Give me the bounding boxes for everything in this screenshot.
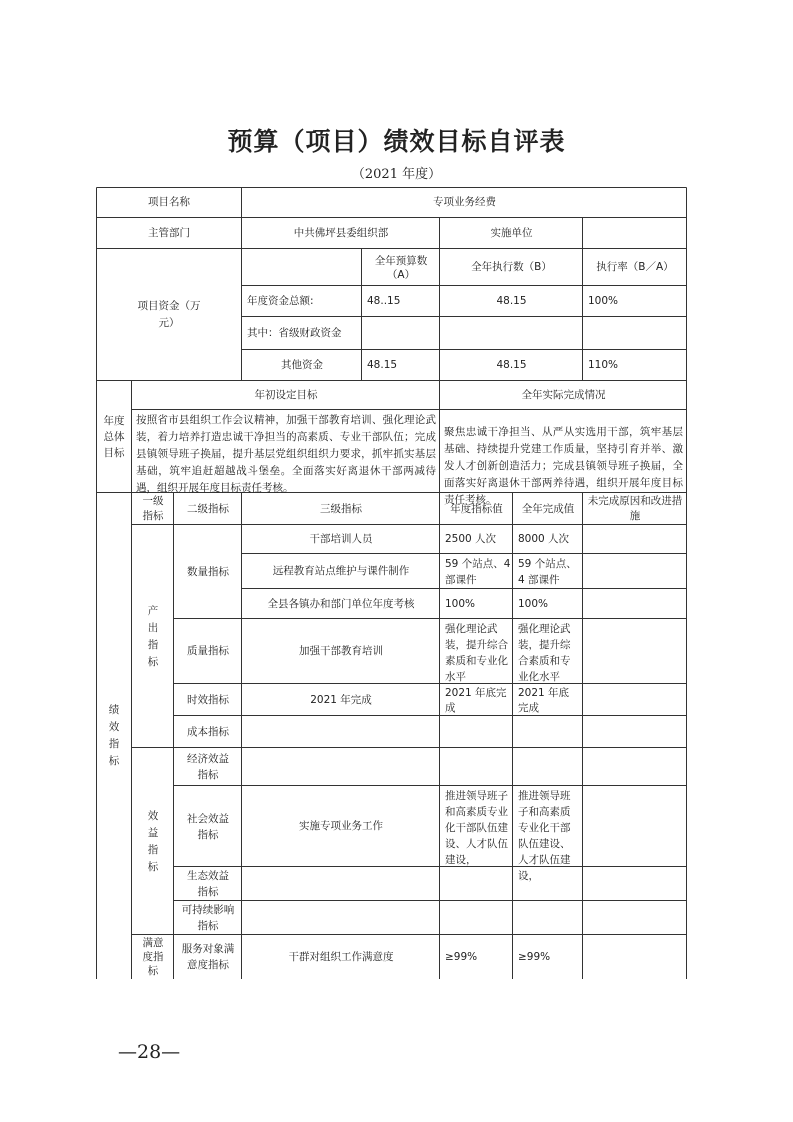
indicator-name: 全县各镇办和部门单位年度考核 <box>267 597 415 610</box>
social-indicators-label: 社会效益指标 <box>187 812 229 841</box>
level1-header: 一级指标 <box>142 495 164 522</box>
col-exec-header: 全年执行数（B） <box>471 261 552 273</box>
sustain-indicators-label: 可持续影响指标 <box>181 904 235 932</box>
quality-indicators-label: 质量指标 <box>187 645 229 657</box>
indicator-name: 加强干部教育培训 <box>299 645 383 657</box>
indicator-actual: 100% <box>518 597 549 610</box>
indicator-actual: 强化理论武装，提升综合素质和专业化水平 <box>518 623 571 683</box>
indicator-actual: 59 个站点、4 部课件 <box>518 557 577 586</box>
time-indicators-label: 时效指标 <box>187 693 229 706</box>
col-target-header: 年初设定目标 <box>254 389 318 401</box>
col-rate-header: 执行率（B／A） <box>596 261 674 273</box>
page-title: 预算（项目）绩效目标自评表 <box>227 127 566 156</box>
target-value-header: 年度指标值 <box>450 502 503 515</box>
cost-indicators-label: 成本指标 <box>187 725 229 738</box>
col-actual-header: 全年实际完成情况 <box>521 389 606 401</box>
indicator-actual: ≥99% <box>518 950 551 963</box>
perf-indicators-label: 绩效指标 <box>108 704 120 767</box>
funds-row-budget: 48..15 <box>367 295 401 307</box>
funds-row-exec <box>440 317 583 350</box>
funds-row-label: 其中：省级财政资金 <box>247 327 342 339</box>
indicator-actual: 2021 年底完成 <box>518 687 570 714</box>
indicator-name: 干部培训人员 <box>309 533 373 545</box>
indicator-name: 实施专项业务工作 <box>299 820 383 832</box>
indicator-name: 2021 年完成 <box>310 693 372 706</box>
funds-row-exec: 48.15 <box>496 358 527 371</box>
funds-row-budget <box>362 317 440 350</box>
col-budget-header: 全年预算数（A） <box>374 254 428 281</box>
reason-header: 未完成原因和改进措施 <box>587 495 683 522</box>
effect-indicators-label: 效益指标 <box>147 809 159 873</box>
unit-label: 实施单位 <box>490 227 533 239</box>
project-name-label: 项目名称 <box>148 196 190 208</box>
funds-row-rate: 100% <box>588 295 619 307</box>
funds-row-budget: 48.15 <box>367 358 398 371</box>
funds-row-exec: 48.15 <box>496 295 527 307</box>
indicator-target: 2021 年底完成 <box>445 687 507 714</box>
level3-header: 三级指标 <box>320 502 362 515</box>
indicator-actual: 推进领导班子和高素质专业化干部队伍建设、人才队伍建设， <box>518 790 571 882</box>
annual-actual-text: 聚焦忠诚干净担当、从严从实选用干部，筑牢基层基础、持续提升党建工作质量，坚持引育并举、激发人才创新创造活力；完成县镇领导班子换届，全面落实好离退休干部两养待遇，组织开展年度目标责任考核。 <box>444 426 683 506</box>
funds-row-rate: 110% <box>588 358 619 371</box>
funds-row-label: 其他资金 <box>281 358 323 371</box>
actual-value-header: 全年完成值 <box>521 502 575 515</box>
page-number: —28— <box>118 1041 181 1063</box>
economic-indicators-label: 经济效益指标 <box>187 753 229 781</box>
indicator-target: 2500 人次 <box>445 533 497 545</box>
page-subtitle: （2021 年度） <box>351 167 442 182</box>
indicator-target: 强化理论武装，提升综合素质和专业化水平 <box>445 623 508 683</box>
annual-target-text: 按照省市县组织工作会议精神，加强干部教育培训、强化理论武装，着力培养打造忠诚干净担当的高素质、专业干部队伍；完成县镇领导班子换届，提升基层党组织组织力要求，抓牢抓实基层基础，筑牢追赶超越战斗堡垒。全面落实好离退休干部两减待遇，组织开展年度目标责任考核。 <box>136 414 436 494</box>
annual-target-label: 年度总体目标 <box>103 415 125 459</box>
dept-value: 中共佛坪县委组织部 <box>293 227 389 239</box>
indicator-target: ≥99% <box>445 950 478 963</box>
project-name-value: 专项业务经费 <box>433 196 496 208</box>
quantity-indicators-label: 数量指标 <box>187 565 229 578</box>
indicator-name: 干群对组织工作满意度 <box>288 950 394 963</box>
indicator-target: 59 个站点、4 部课件 <box>445 557 511 586</box>
funds-label: 项目资金（万元） <box>137 299 201 329</box>
indicator-target: 推进领导班子和高素质专业化干部队伍建设、人才队伍建设， <box>445 790 508 866</box>
indicator-name: 远程教育站点维护与课件制作 <box>272 565 410 577</box>
funds-row-label: 年度资金总额: <box>247 295 314 307</box>
dept-label: 主管部门 <box>148 227 190 239</box>
indicator-target: 100% <box>445 597 476 610</box>
funds-row-rate <box>583 317 687 350</box>
level2-header: 二级指标 <box>187 502 229 515</box>
satisfaction-indicators-label: 满意度指标 <box>142 937 164 977</box>
unit-value <box>583 218 687 249</box>
output-indicators-label: 产出指标 <box>147 604 159 668</box>
service-satisfaction-label: 服务对象满意度指标 <box>181 943 235 971</box>
indicator-actual: 8000 人次 <box>518 533 570 545</box>
evaluation-table <box>96 187 687 979</box>
ecological-indicators-label: 生态效益指标 <box>187 870 229 898</box>
